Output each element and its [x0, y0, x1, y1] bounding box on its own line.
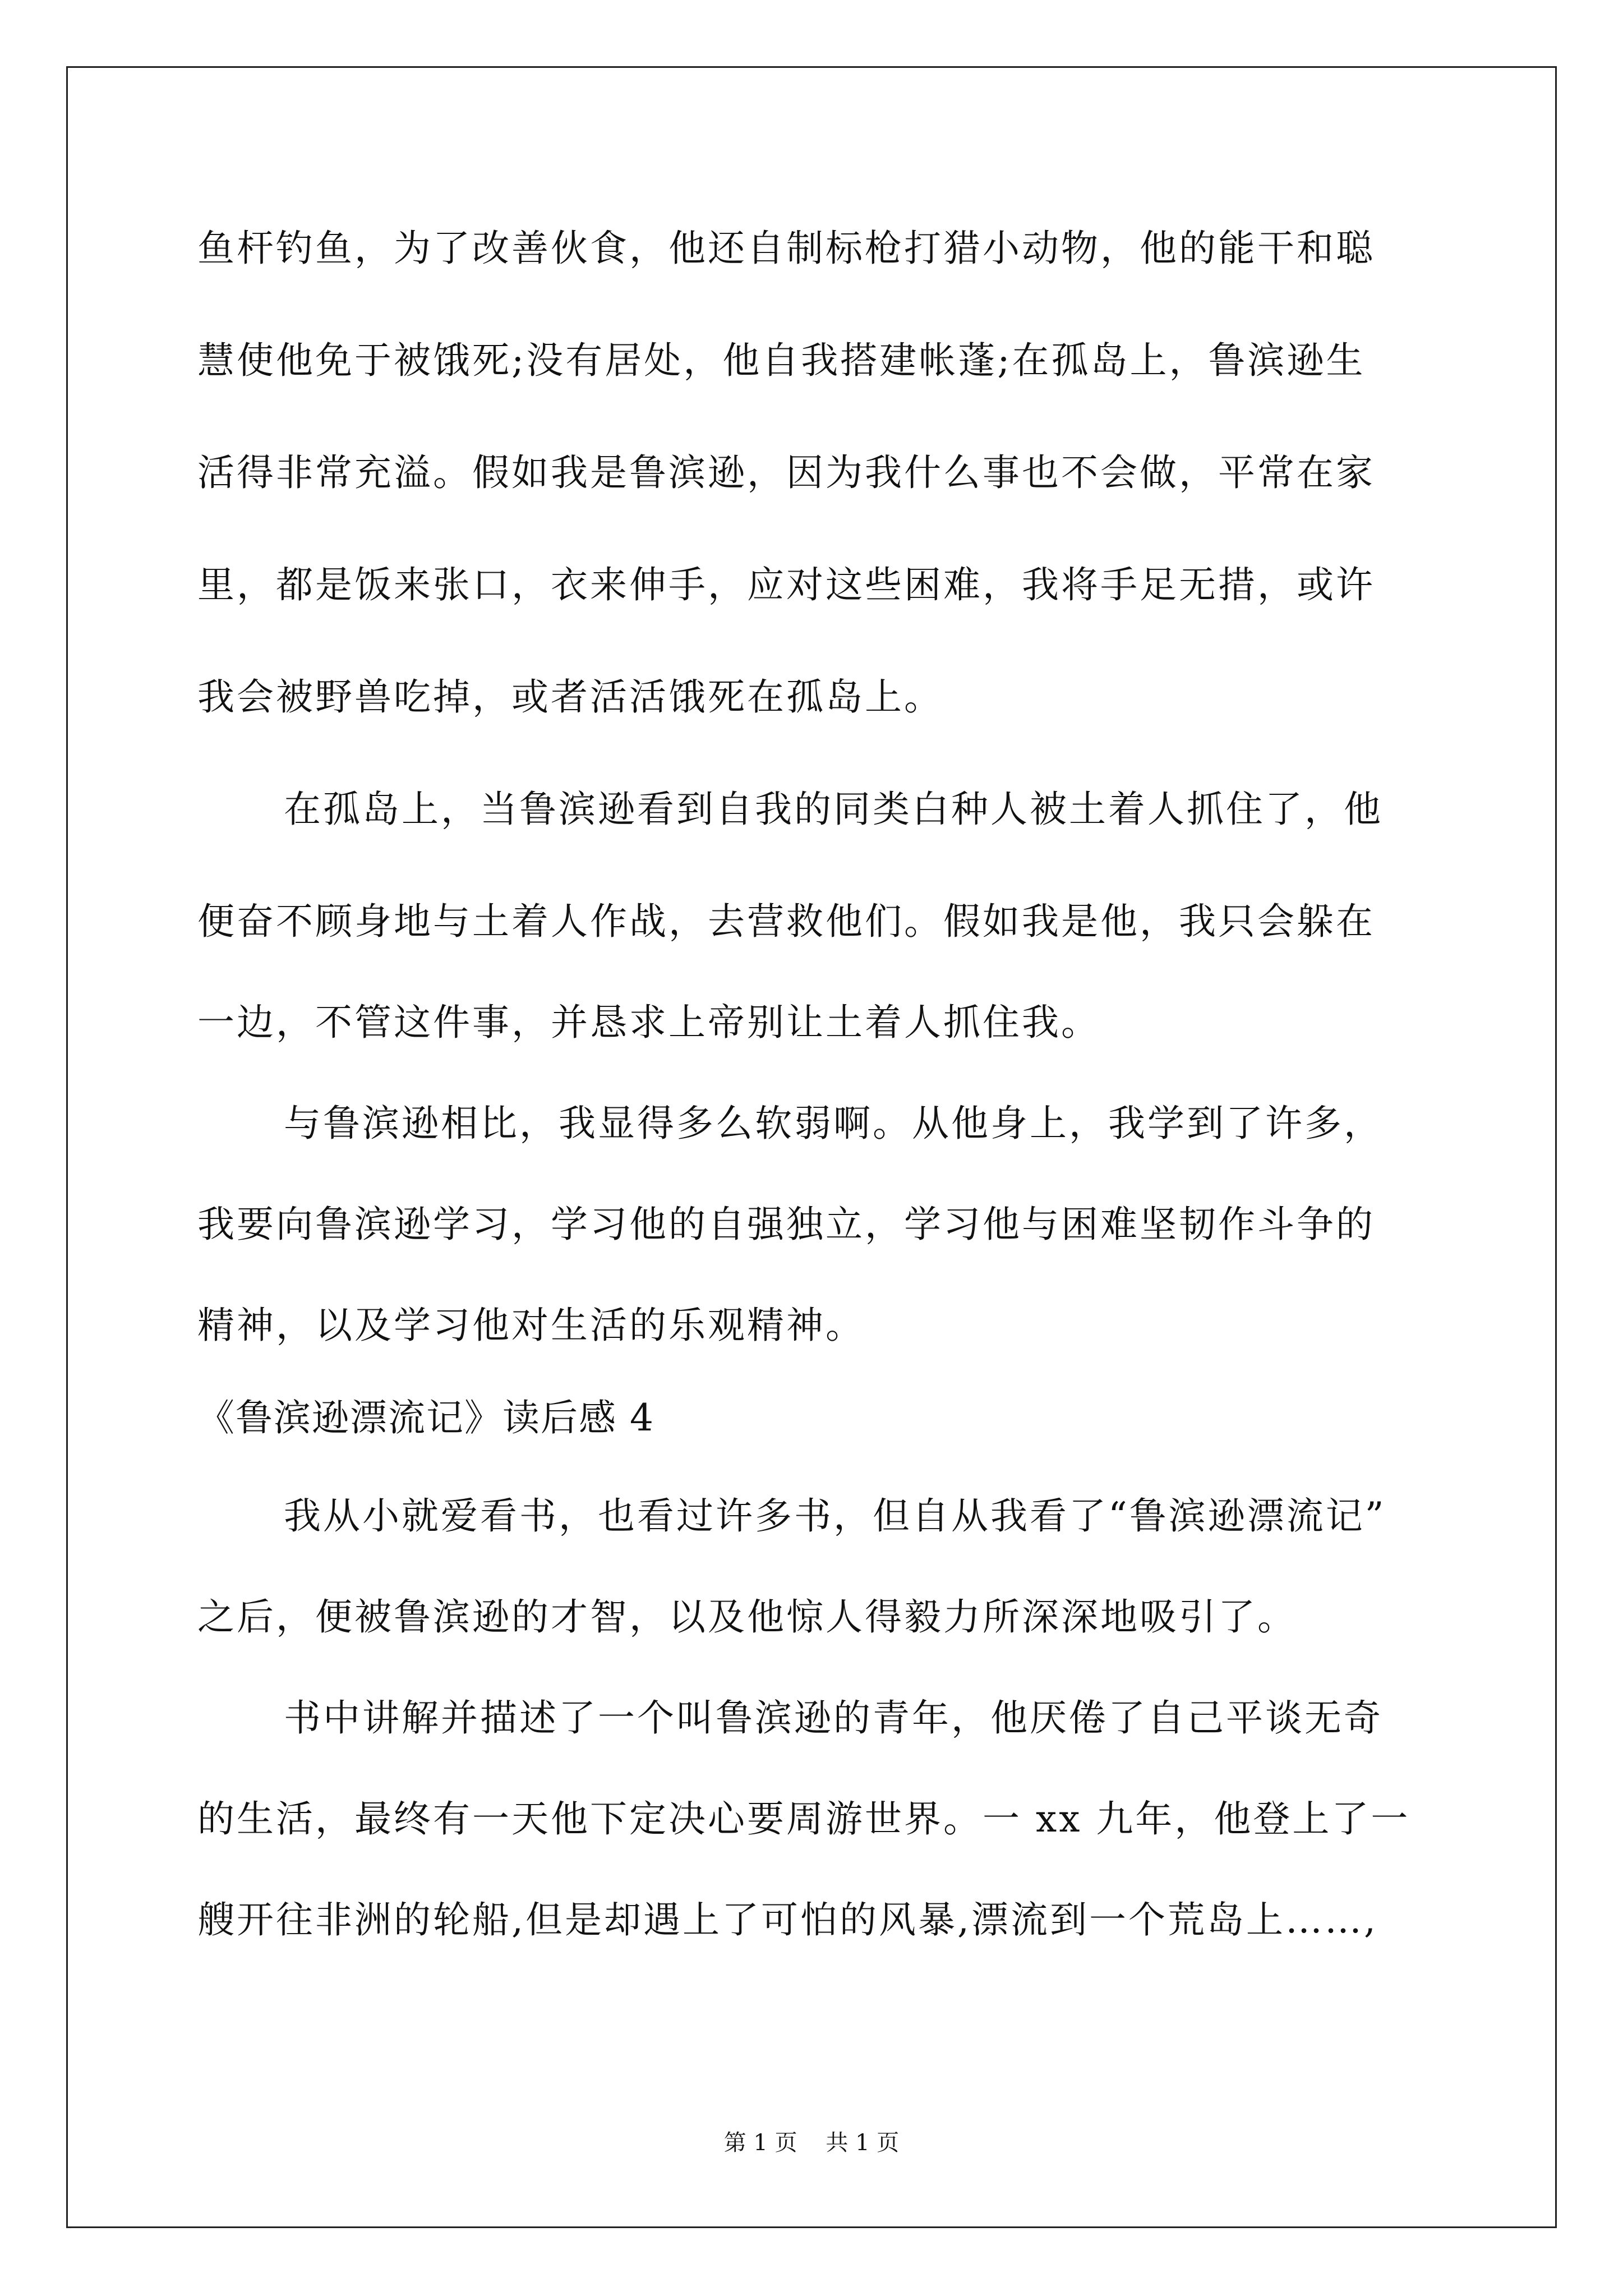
- paragraph-first-line: 与鲁滨逊相比，我显得多么软弱啊。从他身上，我学到了许多，: [284, 1102, 1383, 1145]
- body-text-line: 精神，以及学习他对生活的乐观精神。: [197, 1304, 865, 1347]
- body-text-line: 一边，不管这件事，并恳求上帝别让土着人抓住我。: [197, 1001, 1100, 1044]
- body-text-line: 慧使他免于被饿死;没有居处，他自我搭建帐蓬;在孤岛上，鲁滨逊生: [197, 339, 1366, 382]
- section-heading: 《鲁滨逊漂流记》读后感 4: [197, 1396, 654, 1439]
- body-text-line: 我要向鲁滨逊学习，学习他的自强独立，学习他与困难坚韧作斗争的: [197, 1203, 1375, 1246]
- body-text-line: 便奋不顾身地与土着人作战，去营救他们。假如我是他，我只会躲在: [197, 900, 1375, 943]
- body-text-line: 活得非常充溢。假如我是鲁滨逊，因为我什么事也不会做，平常在家: [197, 451, 1375, 494]
- body-text-line: 之后，便被鲁滨逊的才智，以及他惊人得毅力所深深地吸引了。: [197, 1595, 1297, 1639]
- page-footer: 第 1 页 共 1 页: [723, 2130, 900, 2156]
- body-text-line: 艘开往非洲的轮船,但是却遇上了可怕的风暴,漂流到一个荒岛上……,: [197, 1898, 1378, 1941]
- body-text-line: 鱼杆钓鱼，为了改善伙食，他还自制标枪打猎小动物，他的能干和聪: [197, 227, 1375, 270]
- body-text-line: 里，都是饭来张口，衣来伸手，应对这些困难，我将手足无措，或许: [197, 563, 1375, 606]
- paragraph-first-line: 我从小就爱看书，也看过许多书，但自从我看了“鲁滨逊漂流记”: [284, 1494, 1386, 1538]
- body-text-line: 的生活，最终有一天他下定决心要周游世界。一 xx 九年，他登上了一: [197, 1797, 1410, 1841]
- paragraph-first-line: 在孤岛上，当鲁滨逊看到自我的同类白种人被土着人抓住了，他: [284, 788, 1383, 831]
- body-text-line: 我会被野兽吃掉，或者活活饿死在孤岛上。: [197, 675, 943, 719]
- paragraph-first-line: 书中讲解并描述了一个叫鲁滨逊的青年，他厌倦了自己平谈无奇: [284, 1696, 1383, 1740]
